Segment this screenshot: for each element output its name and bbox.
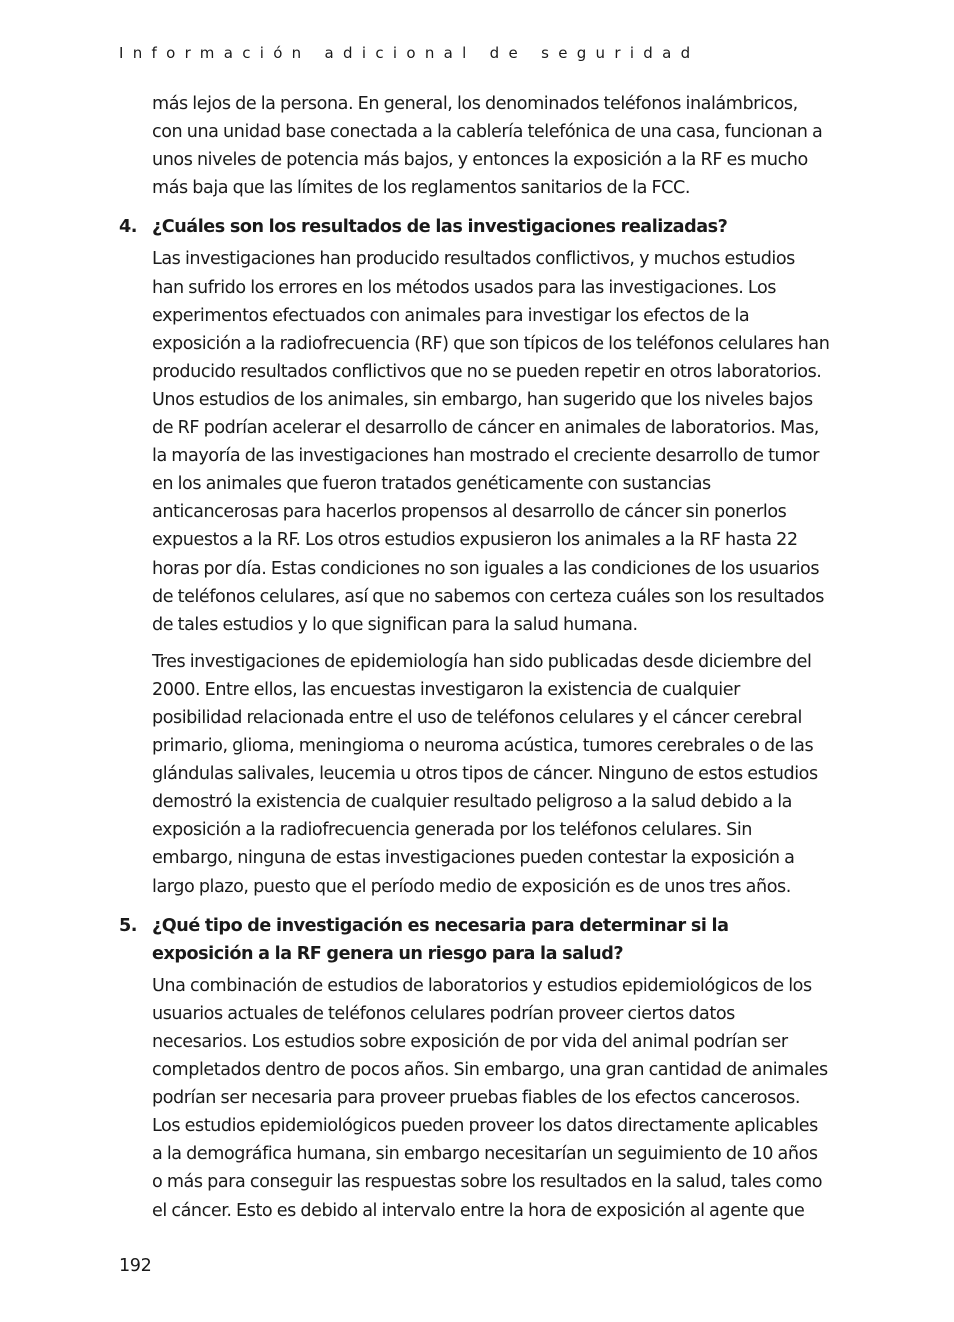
question-title: ¿Cuáles son los resultados de las investigaciones realizadas?	[152, 217, 728, 238]
question-4-paragraph-1: Las investigaciones han producido resultados conflictivos, y muchos estudios han sufrido los errores en los métodos usados para las investigaciones. Los experimentos efectuados con animales para investigar los efectos de la exposición a la radiofrecuencia (RF) que son típicos de los teléfonos celulares han producido resultados conflictivos que no se pueden repetir en otros laboratorios. Unos estudios de los animales, sin embargo, han sugerido que los niveles bajos de RF podrían acelerar el desarrollo de cáncer en animales de laboratorios. Mas, la mayoría de las investigaciones han mostrado el creciente desarrollo de tumor en los animales que fueron tratados genéticamente con sustancias anticancerosas para hacerlos propensos al desarrollo de cáncer sin ponerlos expuestos a la RF. Los otros estudios expusieron los animales a la RF hasta 22 horas por día. Estas condiciones no son iguales a las condiciones de los usuarios de teléfonos celulares, así que no sabemos con certeza cuáles son los resultados de tales estudios y lo que significan para la salud humana.	[152, 249, 830, 635]
question-number: 4.	[119, 217, 138, 238]
intro-paragraph: más lejos de la persona. En general, los denominados teléfonos inalámbricos, con una unidad base conectada a la cablería telefónica de una casa, funcionan a unos niveles de potencia más bajos, y entonces la exposición a la RF es mucho más baja que las límites de los reglamentos sanitarios de la FCC.	[152, 94, 823, 199]
running-header-title: Información adicional de seguridad	[119, 44, 700, 62]
page-body	[119, 90, 831, 1225]
page-number: 192	[119, 1256, 152, 1276]
question-4-paragraph-2: Tres investigaciones de epidemiología han sido publicadas desde diciembre del 2000. Entre ellos, las encuestas investigaron la existencia de cualquier posibilidad relacionada entre el uso de teléfonos celulares y el cáncer cerebral primario, glioma, meningioma o neuroma acústica, tumores cerebrales o de las glándulas salivales, leucemia u otros tipos de cáncer. Ninguno de estos estudios demostró la existencia de cualquier resultado peligroso a la salud debido a la exposición a la radiofrecuencia generada por los teléfonos celulares. Sin embargo, ninguna de estas investigaciones pueden contestar la exposición a largo plazo, puesto que el período medio de exposición es de unos tres años.	[152, 651, 818, 897]
question-number: 5.	[119, 915, 138, 936]
question-5-paragraph-1: Una combinación de estudios de laboratorios y estudios epidemiológicos de los usuarios actuales de teléfonos celulares podrían proveer ciertos datos necesarios. Los estudios sobre exposición de por vida del animal podrían ser completados dentro de pocos años. Sin embargo, una gran cantidad de animales podrían ser necesaria para proveer pruebas fiables de los efectos cancerosos. Los estudios epidemiológicos pueden proveer los datos directamente aplicables a la demográfica humana, sin embargo necesitarían un seguimiento de 10 años o más para conseguir las respuestas sobre los resultados en la salud, tales como el cáncer. Esto es debido al intervalo entre la hora de exposición al agente que	[152, 975, 828, 1221]
question-4-heading	[119, 213, 831, 241]
question-title: ¿Qué tipo de investigación es necesaria para determinar si la exposición a la RF genera un riesgo para la salud?	[152, 915, 729, 964]
question-5-heading	[119, 912, 831, 968]
